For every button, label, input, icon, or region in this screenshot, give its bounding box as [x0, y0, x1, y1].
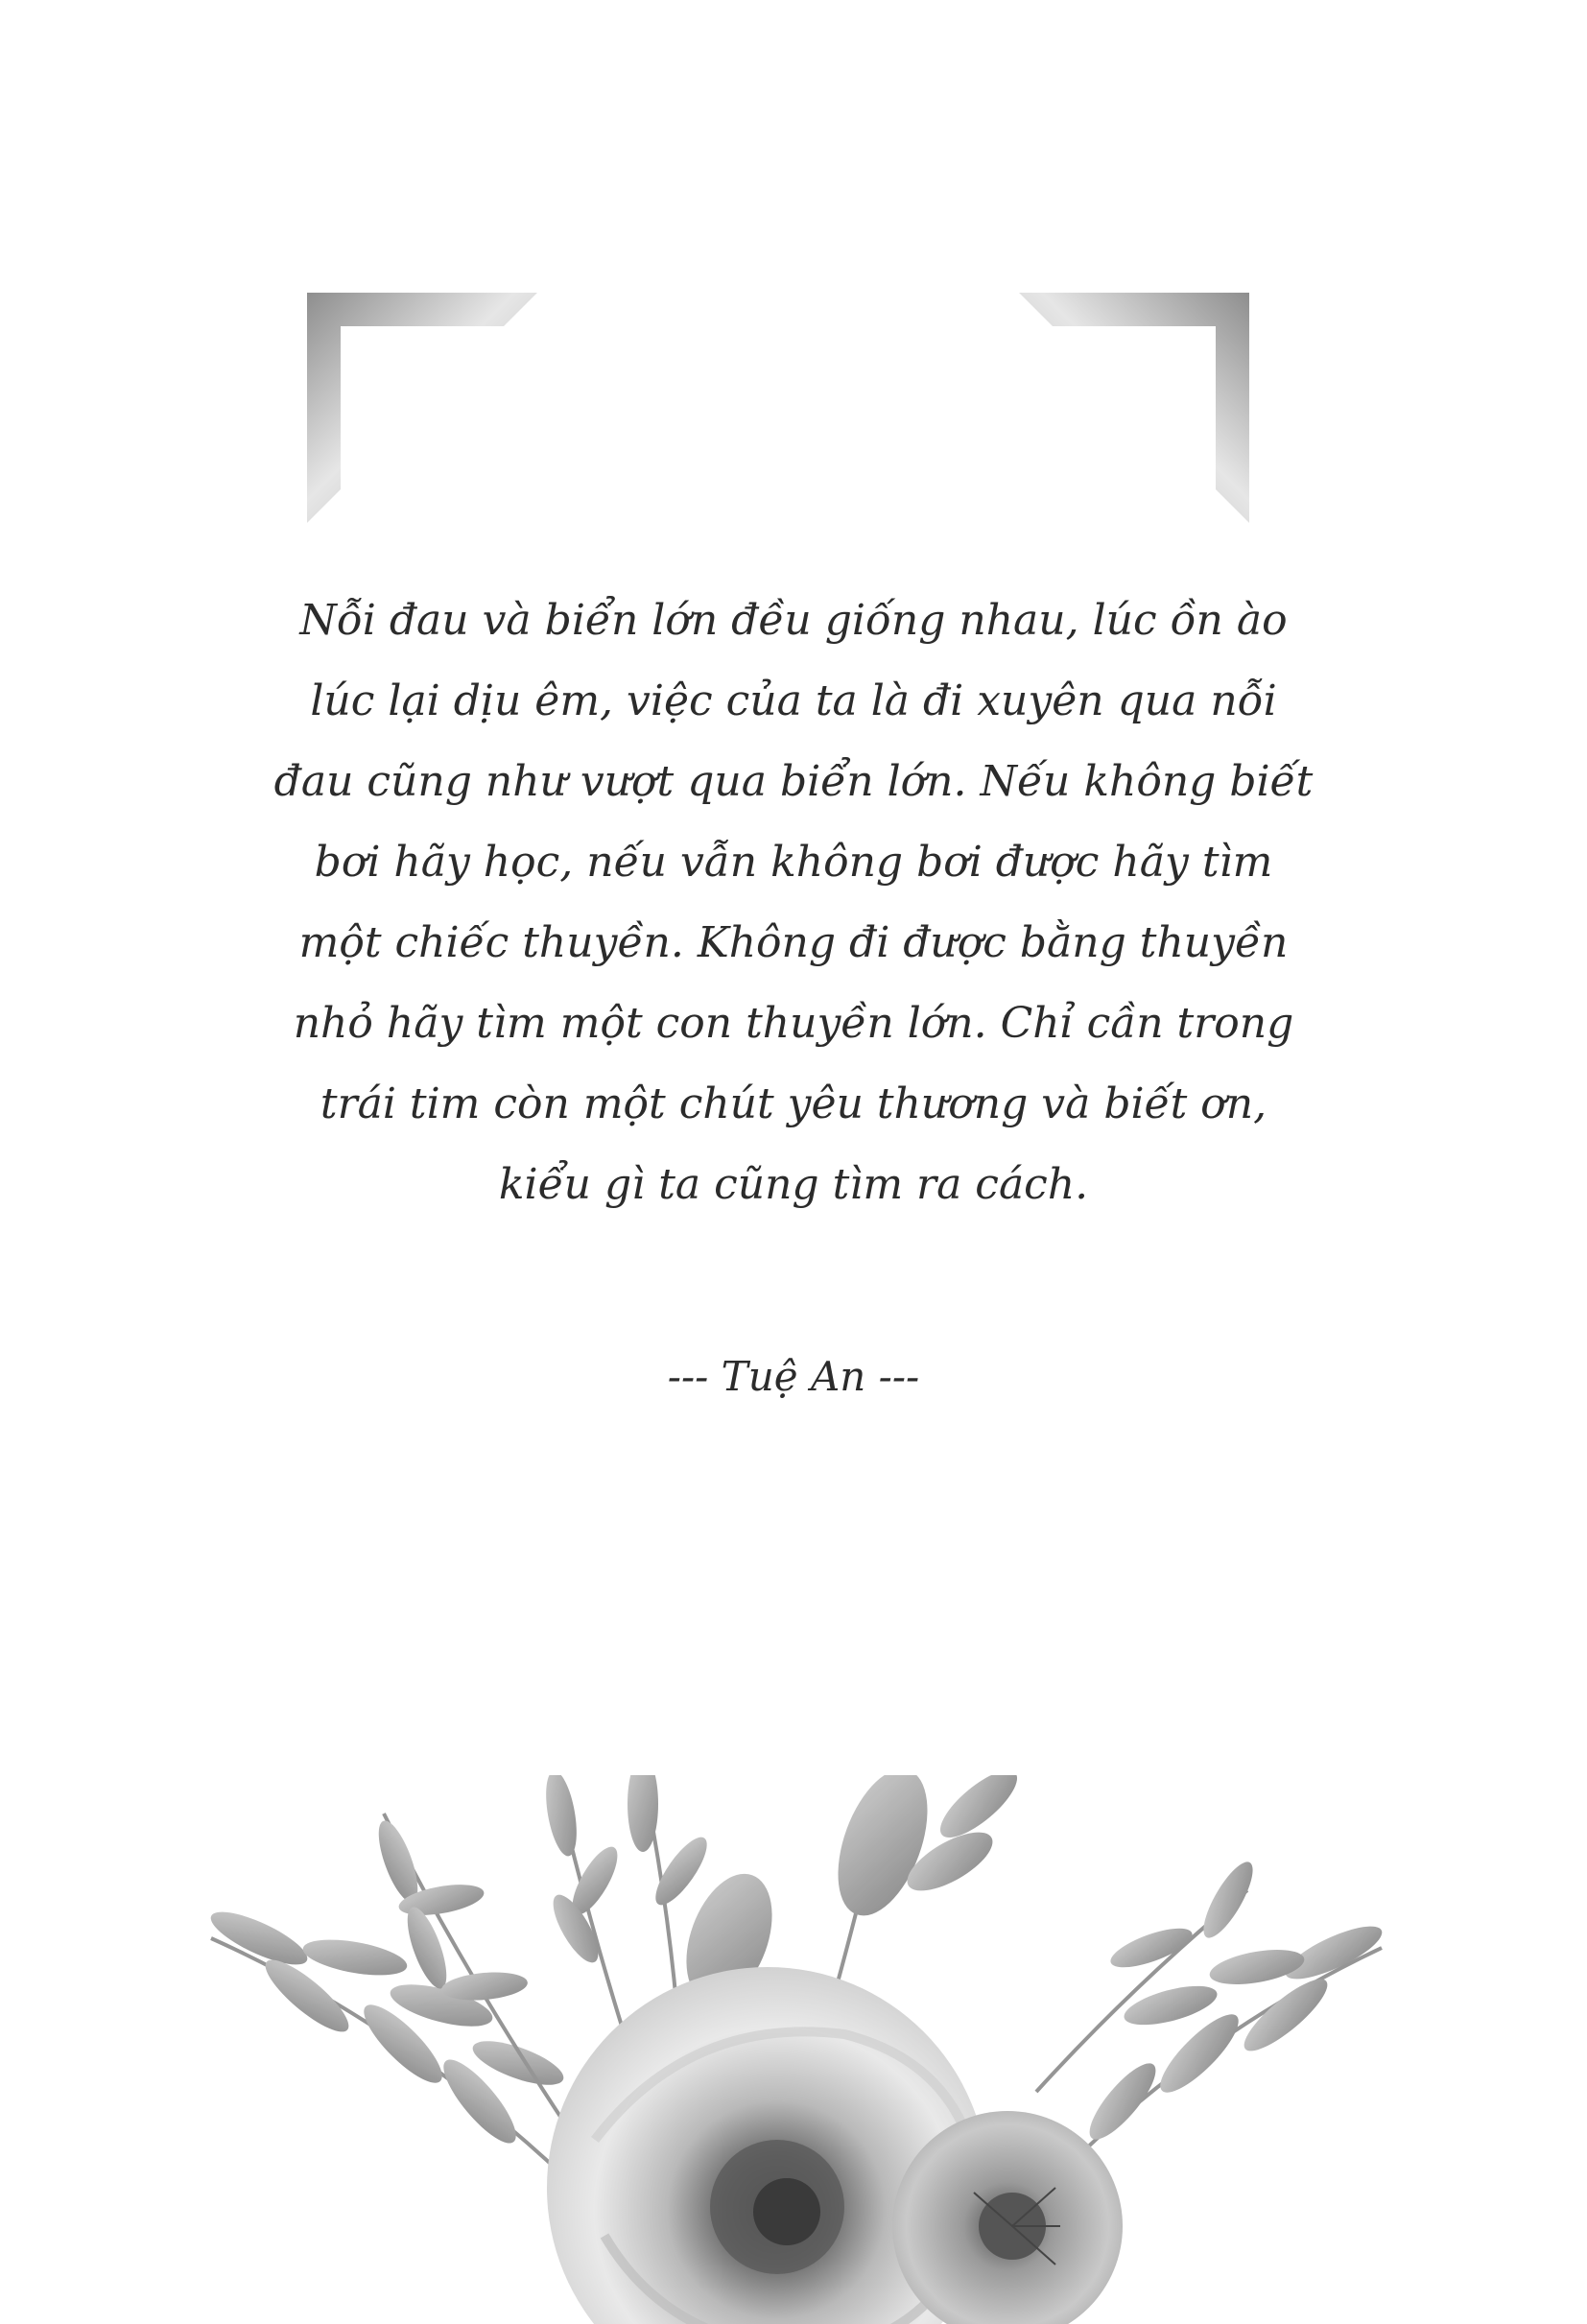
quote-line: một chiếc thuyền. Không đi được bằng thuyền: [298, 918, 1289, 967]
frame-corner-top-right: [1019, 293, 1249, 523]
quote-author: --- Tuệ An ---: [667, 1353, 920, 1400]
quote-line: đau cũng như vượt qua biển lớn. Nếu không biết: [273, 757, 1314, 806]
leaf-branch-left: [204, 1814, 576, 2178]
quote-line: trái tim còn một chút yêu thương và biết ơn,: [320, 1079, 1267, 1128]
quote-line: bơi hãy học, nếu vẫn không bơi được hãy tìm: [314, 838, 1273, 887]
quote-line: Nỗi đau và biển lớn đều giống nhau, lúc ồn ào: [299, 596, 1288, 645]
quote-line: lúc lại dịu êm, việc của ta là đi xuyên qua nỗi: [310, 676, 1277, 725]
quote-line: nhỏ hãy tìm một con thuyền lớn. Chỉ cần trong: [293, 999, 1294, 1048]
leaf-branch-right: [1036, 1856, 1388, 2178]
quote-line: kiểu gì ta cũng tìm ra cách.: [498, 1160, 1089, 1209]
frame-corner-top-left: [307, 293, 537, 523]
floral-illustration: [192, 1775, 1401, 2324]
quote-text: [259, 581, 1328, 1225]
